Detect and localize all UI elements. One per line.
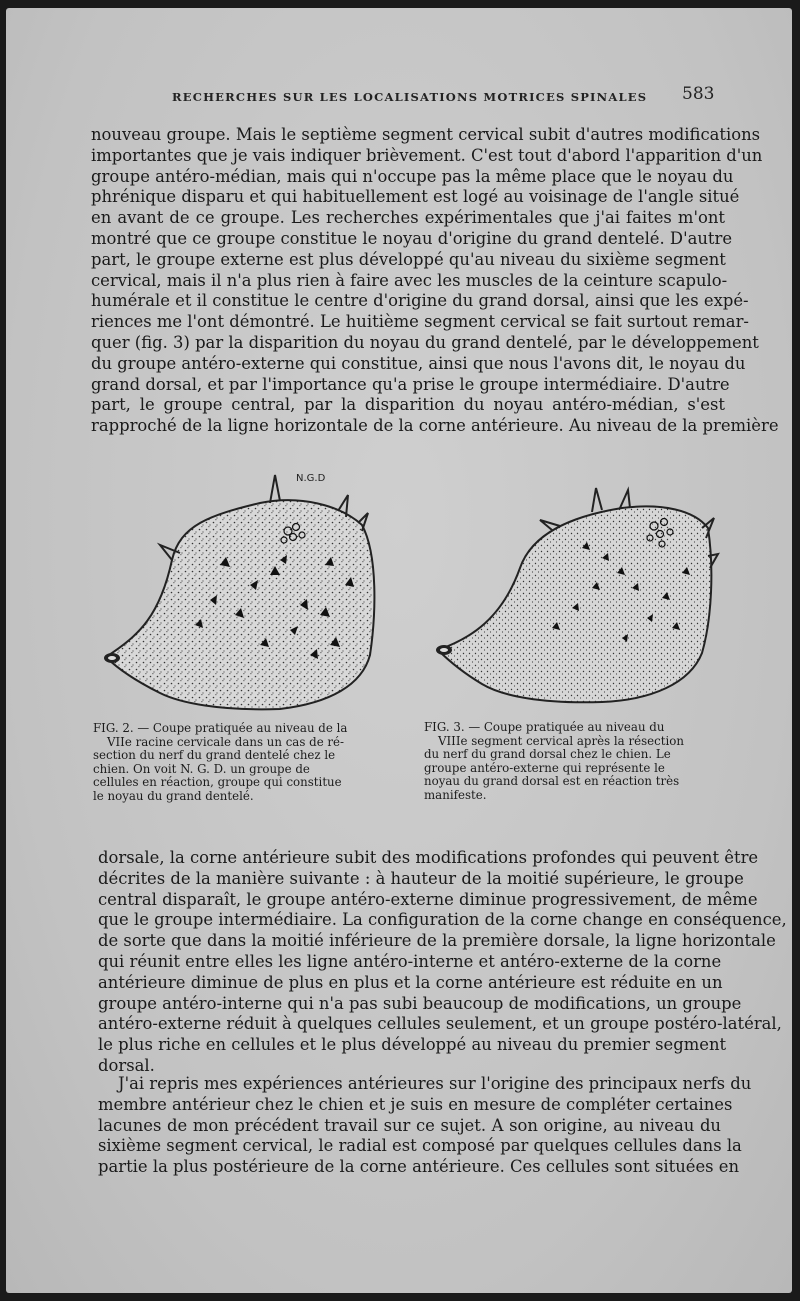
gray-matter-outline — [438, 506, 711, 702]
text-line: quer (fig. 3) par la disparition du noyau du grand dentelé, par le développement — [91, 332, 759, 352]
caption-line: noyau du grand dorsal est en réaction très — [424, 774, 680, 789]
text-line: le plus riche en cellules et le plus développé au niveau du premier segment — [98, 1035, 727, 1055]
figure-2-spinal-section — [100, 465, 388, 713]
text-line: central disparaît, le groupe antéro-externe diminue progressivement, de même — [98, 889, 758, 909]
text-line: de sorte que dans la moitié inférieure de la première dorsale, la ligne horizontale — [98, 931, 776, 951]
text-line: du groupe antéro-externe qui constitue, ainsi que nous l'avons dit, le noyau du — [91, 353, 746, 373]
text-line: dorsal. — [98, 1055, 155, 1075]
text-line: importantes que je vais indiquer brièvement. C'est tout d'abord l'apparition d'un — [91, 145, 763, 165]
paragraph-3 — [98, 1074, 752, 1178]
text-line: riences me l'ont démontré. Le huitième segment cervical se fait surtout remar- — [91, 312, 749, 332]
text-line: dorsale, la corne antérieure subit des modifications profondes qui peuvent être — [98, 848, 759, 867]
text-line: membre antérieur chez le chien et je suis en mesure de compléter certaines — [98, 1094, 733, 1114]
text-line: décrites de la manière suivante : à hauteur de la moitié supérieure, le groupe — [98, 868, 744, 888]
text-line: partie la plus postérieure de la corne antérieure. Ces cellules sont situées en — [98, 1157, 740, 1177]
text-line: groupe antéro-interne qui n'a pas subi beaucoup de modifications, un groupe — [98, 993, 742, 1013]
figure-3-caption-prefix: FIG. 3. — [424, 720, 465, 734]
paragraph-1 — [91, 125, 779, 437]
text-line: groupe antéro-médian, mais qui n'occupe pas la même place que le noyau du — [91, 166, 734, 186]
text-line: en avant de ce groupe. Les recherches expérimentales que j'ai faites m'ont — [91, 208, 725, 228]
figure-3-illustration — [432, 478, 722, 706]
figure-2-caption — [93, 722, 393, 804]
figure-2-label-ngd: N.G.D — [296, 473, 326, 484]
running-header — [0, 82, 800, 106]
text-line: lacunes de mon précédent travail sur ce sujet. A son origine, au niveau du — [98, 1115, 721, 1135]
text-line: part, le groupe externe est plus développé qu'au niveau du sixième segment — [91, 249, 726, 269]
text-line: rapproché de la ligne horizontale de la corne antérieure. Au niveau de la première — [91, 416, 779, 436]
caption-line: groupe antéro-externe qui représente le — [424, 760, 665, 775]
text-line: humérale et il constitue le centre d'origine du grand dorsal, ainsi que les expé- — [91, 291, 749, 311]
running-title: RECHERCHES SUR LES LOCALISATIONS MOTRICES SPINALES — [172, 90, 648, 104]
caption-line: VIIIe segment cervical après la résection — [438, 733, 684, 748]
text-line: phrénique disparu et qui habituellement est logé au voisinage de l'angle situé — [91, 187, 740, 207]
text-line: J'ai repris mes expériences antérieures sur l'origine des principaux nerfs du — [118, 1074, 752, 1093]
text-line: qui réunit entre elles les ligne antéro-interne et antéro-externe de la corne — [98, 951, 722, 971]
text-line: sixième segment cervical, le radial est composé par quelques cellules dans la — [98, 1136, 742, 1156]
text-line: antéro-externe réduit à quelques cellules seulement, et un groupe postéro-latéral, — [98, 1014, 782, 1034]
text-line: cervical, mais il n'a plus rien à faire avec les muscles de la ceinture scapulo- — [91, 270, 728, 290]
text-line: que le groupe intermédiaire. La configuration de la corne change en conséquence, — [98, 910, 787, 930]
figure-3-caption — [424, 721, 724, 803]
caption-line: chien. On voit N. G. D. un groupe de — [93, 761, 310, 776]
figure-3-spinal-section — [432, 478, 722, 706]
caption-line: section du nerf du grand dentelé chez le — [93, 748, 336, 763]
text-line: antérieure diminue de plus en plus et la corne antérieure est réduite en un — [98, 972, 723, 992]
caption-line: — Coupe pratiquée au niveau de la — [137, 721, 348, 735]
figure-2-illustration — [100, 465, 388, 713]
figure-2-caption-prefix: FIG. 2. — [93, 721, 134, 735]
caption-line: manifeste. — [424, 787, 487, 802]
caption-line: cellules en réaction, groupe qui constitue — [93, 775, 342, 790]
text-line: montré que ce groupe constitue le noyau d'origine du grand dentelé. D'autre — [91, 228, 733, 248]
gray-matter-outline — [106, 500, 374, 709]
paragraph-2 — [98, 848, 787, 1077]
text-line: part, le groupe central, par la disparition du noyau antéro-médian, s'est — [91, 395, 725, 415]
page-number: 583 — [682, 84, 715, 104]
text-line: grand dorsal, et par l'importance qu'a prise le groupe intermédiaire. D'autre — [91, 374, 730, 394]
caption-line: du nerf du grand dorsal chez le chien. Le — [424, 747, 671, 762]
text-line: nouveau groupe. Mais le septième segment cervical subit d'autres modifications — [91, 125, 761, 144]
caption-line: le noyau du grand dentelé. — [93, 788, 254, 803]
caption-line: VIIe racine cervicale dans un cas de ré- — [107, 734, 345, 749]
caption-line: — Coupe pratiquée au niveau du — [468, 720, 665, 734]
